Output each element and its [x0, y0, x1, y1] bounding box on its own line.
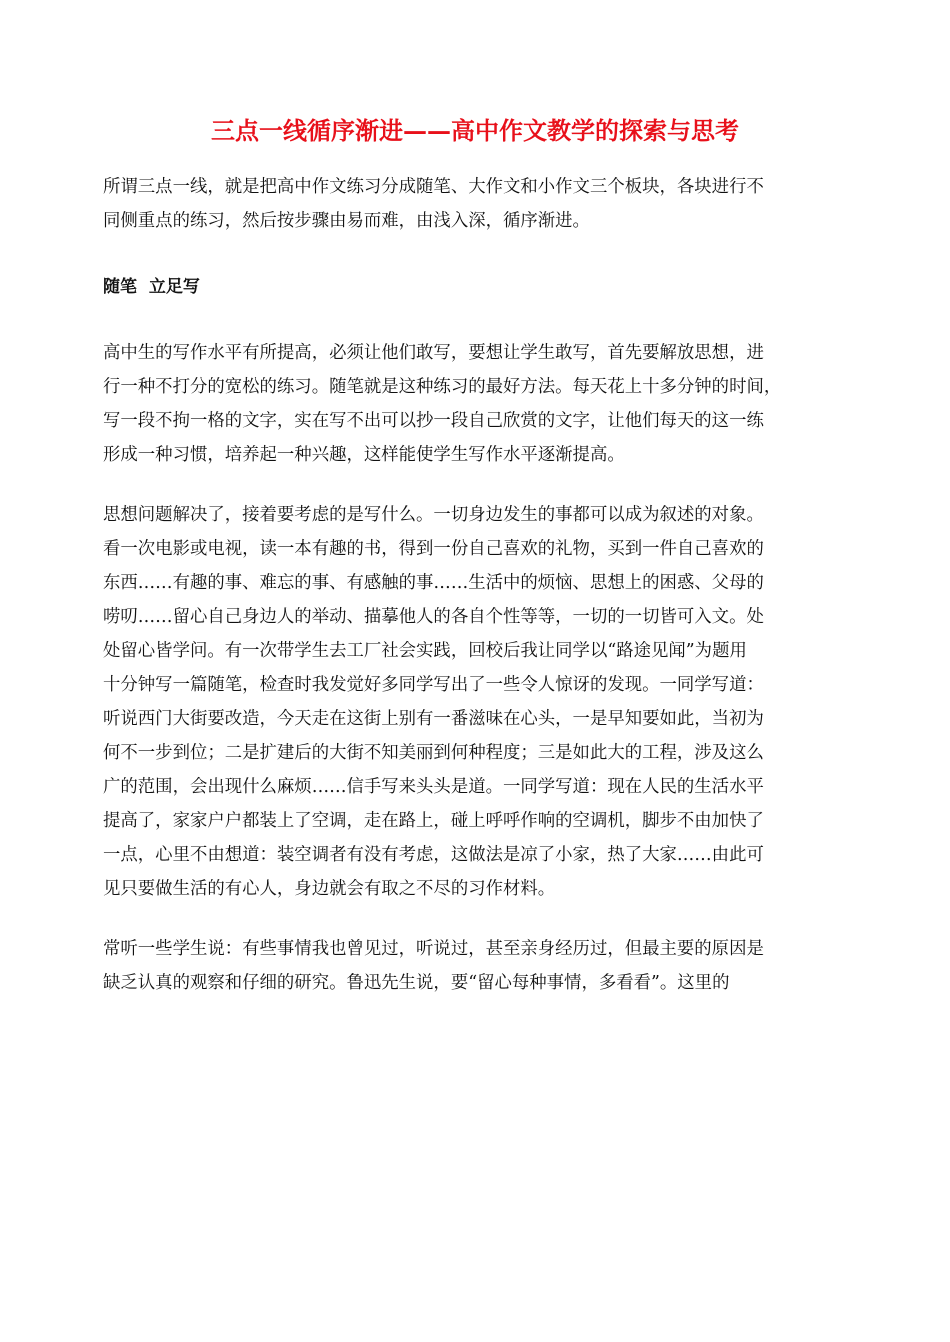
text-line: 东西……有趣的事、难忘的事、有感触的事……生活中的烦恼、思想上的困惑、父母的	[103, 573, 764, 593]
text-line: 所谓三点一线，就是把高中作文练习分成随笔、大作文和小作文三个板块，各块进行不	[103, 177, 764, 197]
text-line: 听说西门大街要改造，今天走在这街上别有一番滋味在心头，一是早知要如此，当初为	[103, 709, 764, 729]
text-line: 一点，心里不由想道：装空调者有没有考虑，这做法是凉了小家，热了大家……由此可	[103, 845, 764, 865]
text-line: 同侧重点的练习，然后按步骤由易而难，由浅入深，循序渐进。	[103, 211, 590, 231]
text-line: 处留心皆学问。有一次带学生去工厂社会实践，回校后我让同学以“路途见闻”为题用	[103, 641, 747, 661]
document-body	[103, 170, 843, 1000]
text-line: 思想问题解决了，接着要考虑的是写什么。一切身边发生的事都可以成为叙述的对象。	[103, 505, 764, 525]
body-paragraph-3	[103, 932, 843, 1000]
section-heading: 随笔 立足写	[103, 277, 200, 297]
text-line: 看一次电影或电视，读一本有趣的书，得到一份自己喜欢的礼物，买到一件自己喜欢的	[103, 539, 764, 559]
text-line: 提高了，家家户户都装上了空调，走在路上，碰上呼呼作响的空调机，脚步不由加快了	[103, 811, 764, 831]
text-line: 广的范围，会出现什么麻烦……信手写来头头是道。一同学写道：现在人民的生活水平	[103, 777, 764, 797]
text-line: 十分钟写一篇随笔，检查时我发觉好多同学写出了一些令人惊讶的发现。一同学写道：	[103, 675, 764, 695]
body-paragraph-2	[103, 498, 843, 906]
text-line: 行一种不打分的宽松的练习。随笔就是这种练习的最好方法。每天花上十多分钟的时间，	[103, 377, 782, 397]
intro-paragraph	[103, 170, 843, 238]
text-line: 见只要做生活的有心人，身边就会有取之不尽的习作材料。	[103, 879, 556, 899]
text-line: 高中生的写作水平有所提高，必须让他们敢写，要想让学生敢写，首先要解放思想，进	[103, 343, 764, 363]
body-paragraph-1	[103, 336, 843, 472]
text-line: 缺乏认真的观察和仔细的研究。鲁迅先生说，要“留心每种事情，多看看”。这里的	[103, 973, 730, 993]
text-line: 写一段不拘一格的文字，实在写不出可以抄一段自己欣赏的文字，让他们每天的这一练	[103, 411, 764, 431]
text-line: 形成一种习惯，培养起一种兴趣，这样能使学生写作水平逐渐提高。	[103, 445, 625, 465]
text-line: 常听一些学生说：有些事情我也曾见过，听说过，甚至亲身经历过，但最主要的原因是	[103, 939, 764, 959]
document-title: 三点一线循序渐进——高中作文教学的探索与思考	[211, 116, 739, 145]
text-line: 唠叨……留心自己身边人的举动、描摹他人的各自个性等等，一切的一切皆可入文。处	[103, 607, 764, 627]
text-line: 何不一步到位；二是扩建后的大街不知美丽到何种程度；三是如此大的工程，涉及这么	[103, 743, 764, 763]
